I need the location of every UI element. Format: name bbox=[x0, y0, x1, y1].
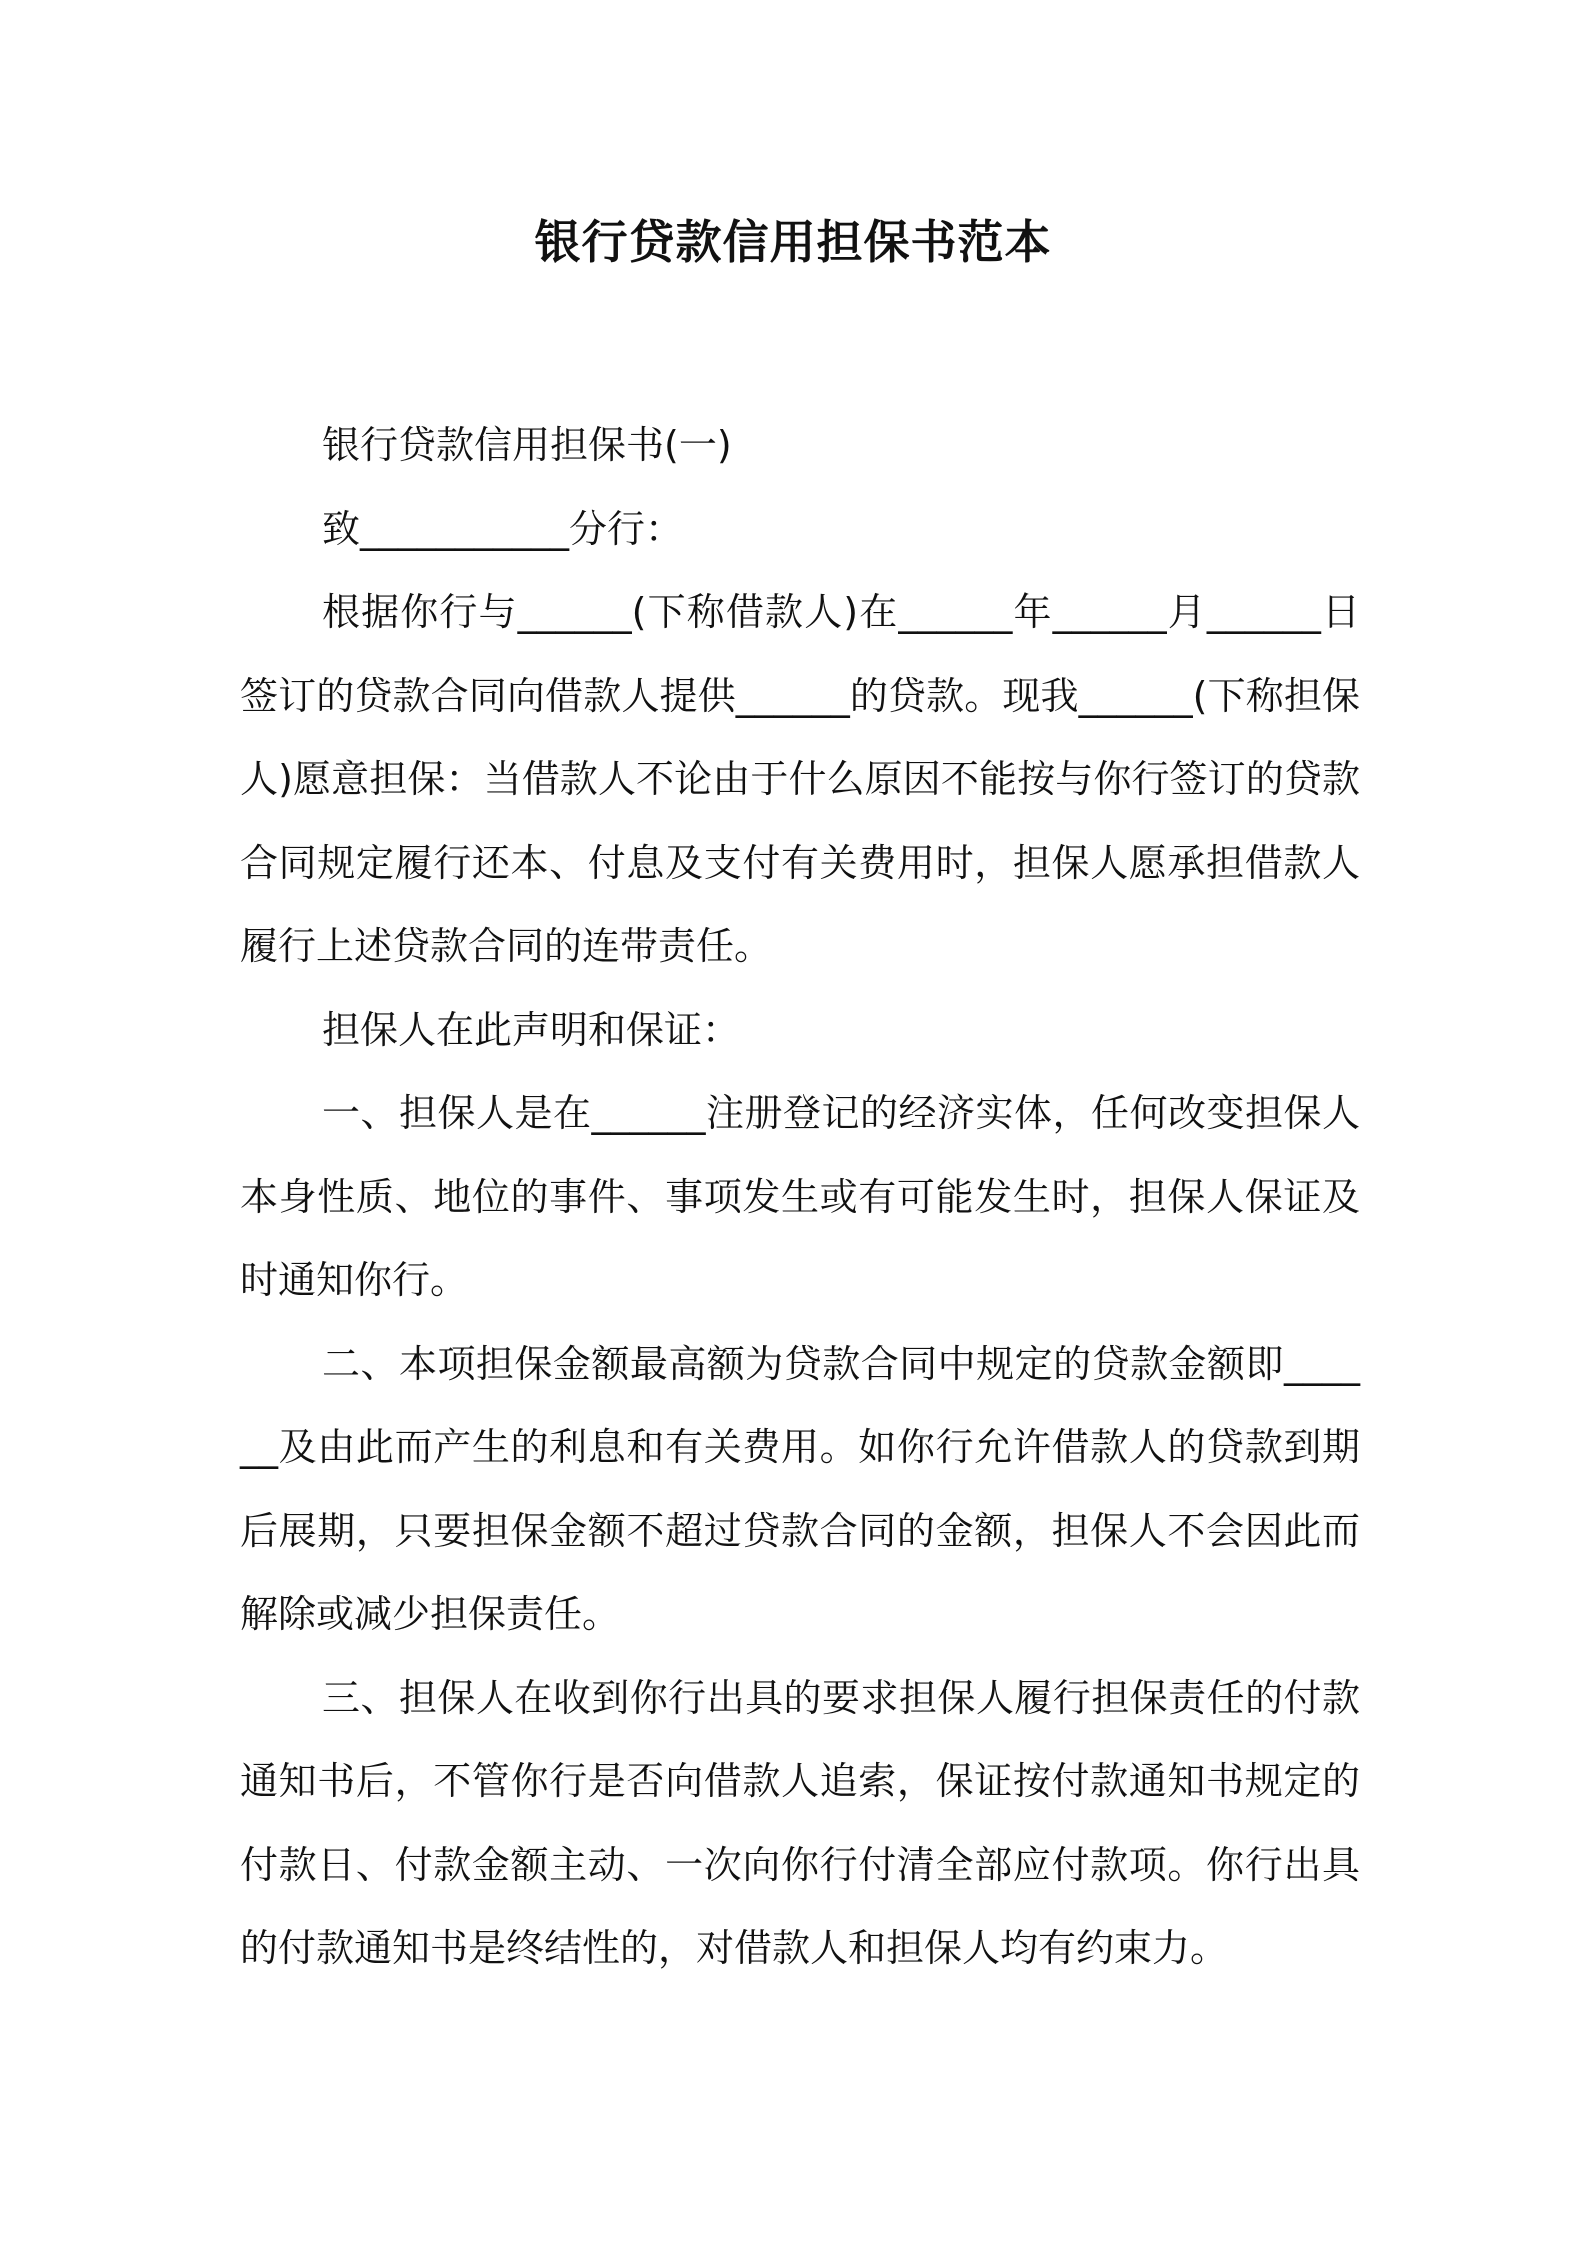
document-title: 银行贷款信用担保书范本 bbox=[534, 215, 1052, 269]
addressee-paragraph: 致___________分行： bbox=[322, 506, 684, 551]
clause-3-paragraph: 三、担保人在收到你行出具的要求担保人履行担保责任的付款通知书后，不管你行是否向借款人追索，保证按付款通知书规定的付款日、付款金额主动、一次向你行付清全部应付款项。你行出具的付款通知书是终结性的，对借款人和担保人均有约束力。 bbox=[240, 1675, 1360, 1970]
document-body bbox=[240, 404, 1360, 1991]
clause-2-paragraph: 二、本项担保金额最高额为贷款合同中规定的贷款金额即______及由此而产生的利息和有关费用。如你行允许借款人的贷款到期后展期，只要担保金额不超过贷款合同的金额，担保人不会因此而解除或减少担保责任。 bbox=[240, 1341, 1360, 1636]
subtitle-paragraph: 银行贷款信用担保书(一) bbox=[322, 423, 732, 467]
declaration-heading: 担保人在此声明和保证： bbox=[322, 1007, 741, 1052]
clause-1-paragraph: 一、担保人是在______注册登记的经济实体，任何改变担保人本身性质、地位的事件、事项发生或有可能发生时，担保人保证及时通知你行。 bbox=[240, 1091, 1360, 1302]
basis-paragraph: 根据你行与______(下称借款人)在______年______月______日签订的贷款合同向借款人提供______的贷款。现我______(下称担保人)愿意担保：当借款人不论由于什么原因不能按与你行签订的贷款合同规定履行还本、付息及支付有关费用时，担保人愿承担借款人履行上述贷款合同的连带责任。 bbox=[240, 590, 1360, 968]
